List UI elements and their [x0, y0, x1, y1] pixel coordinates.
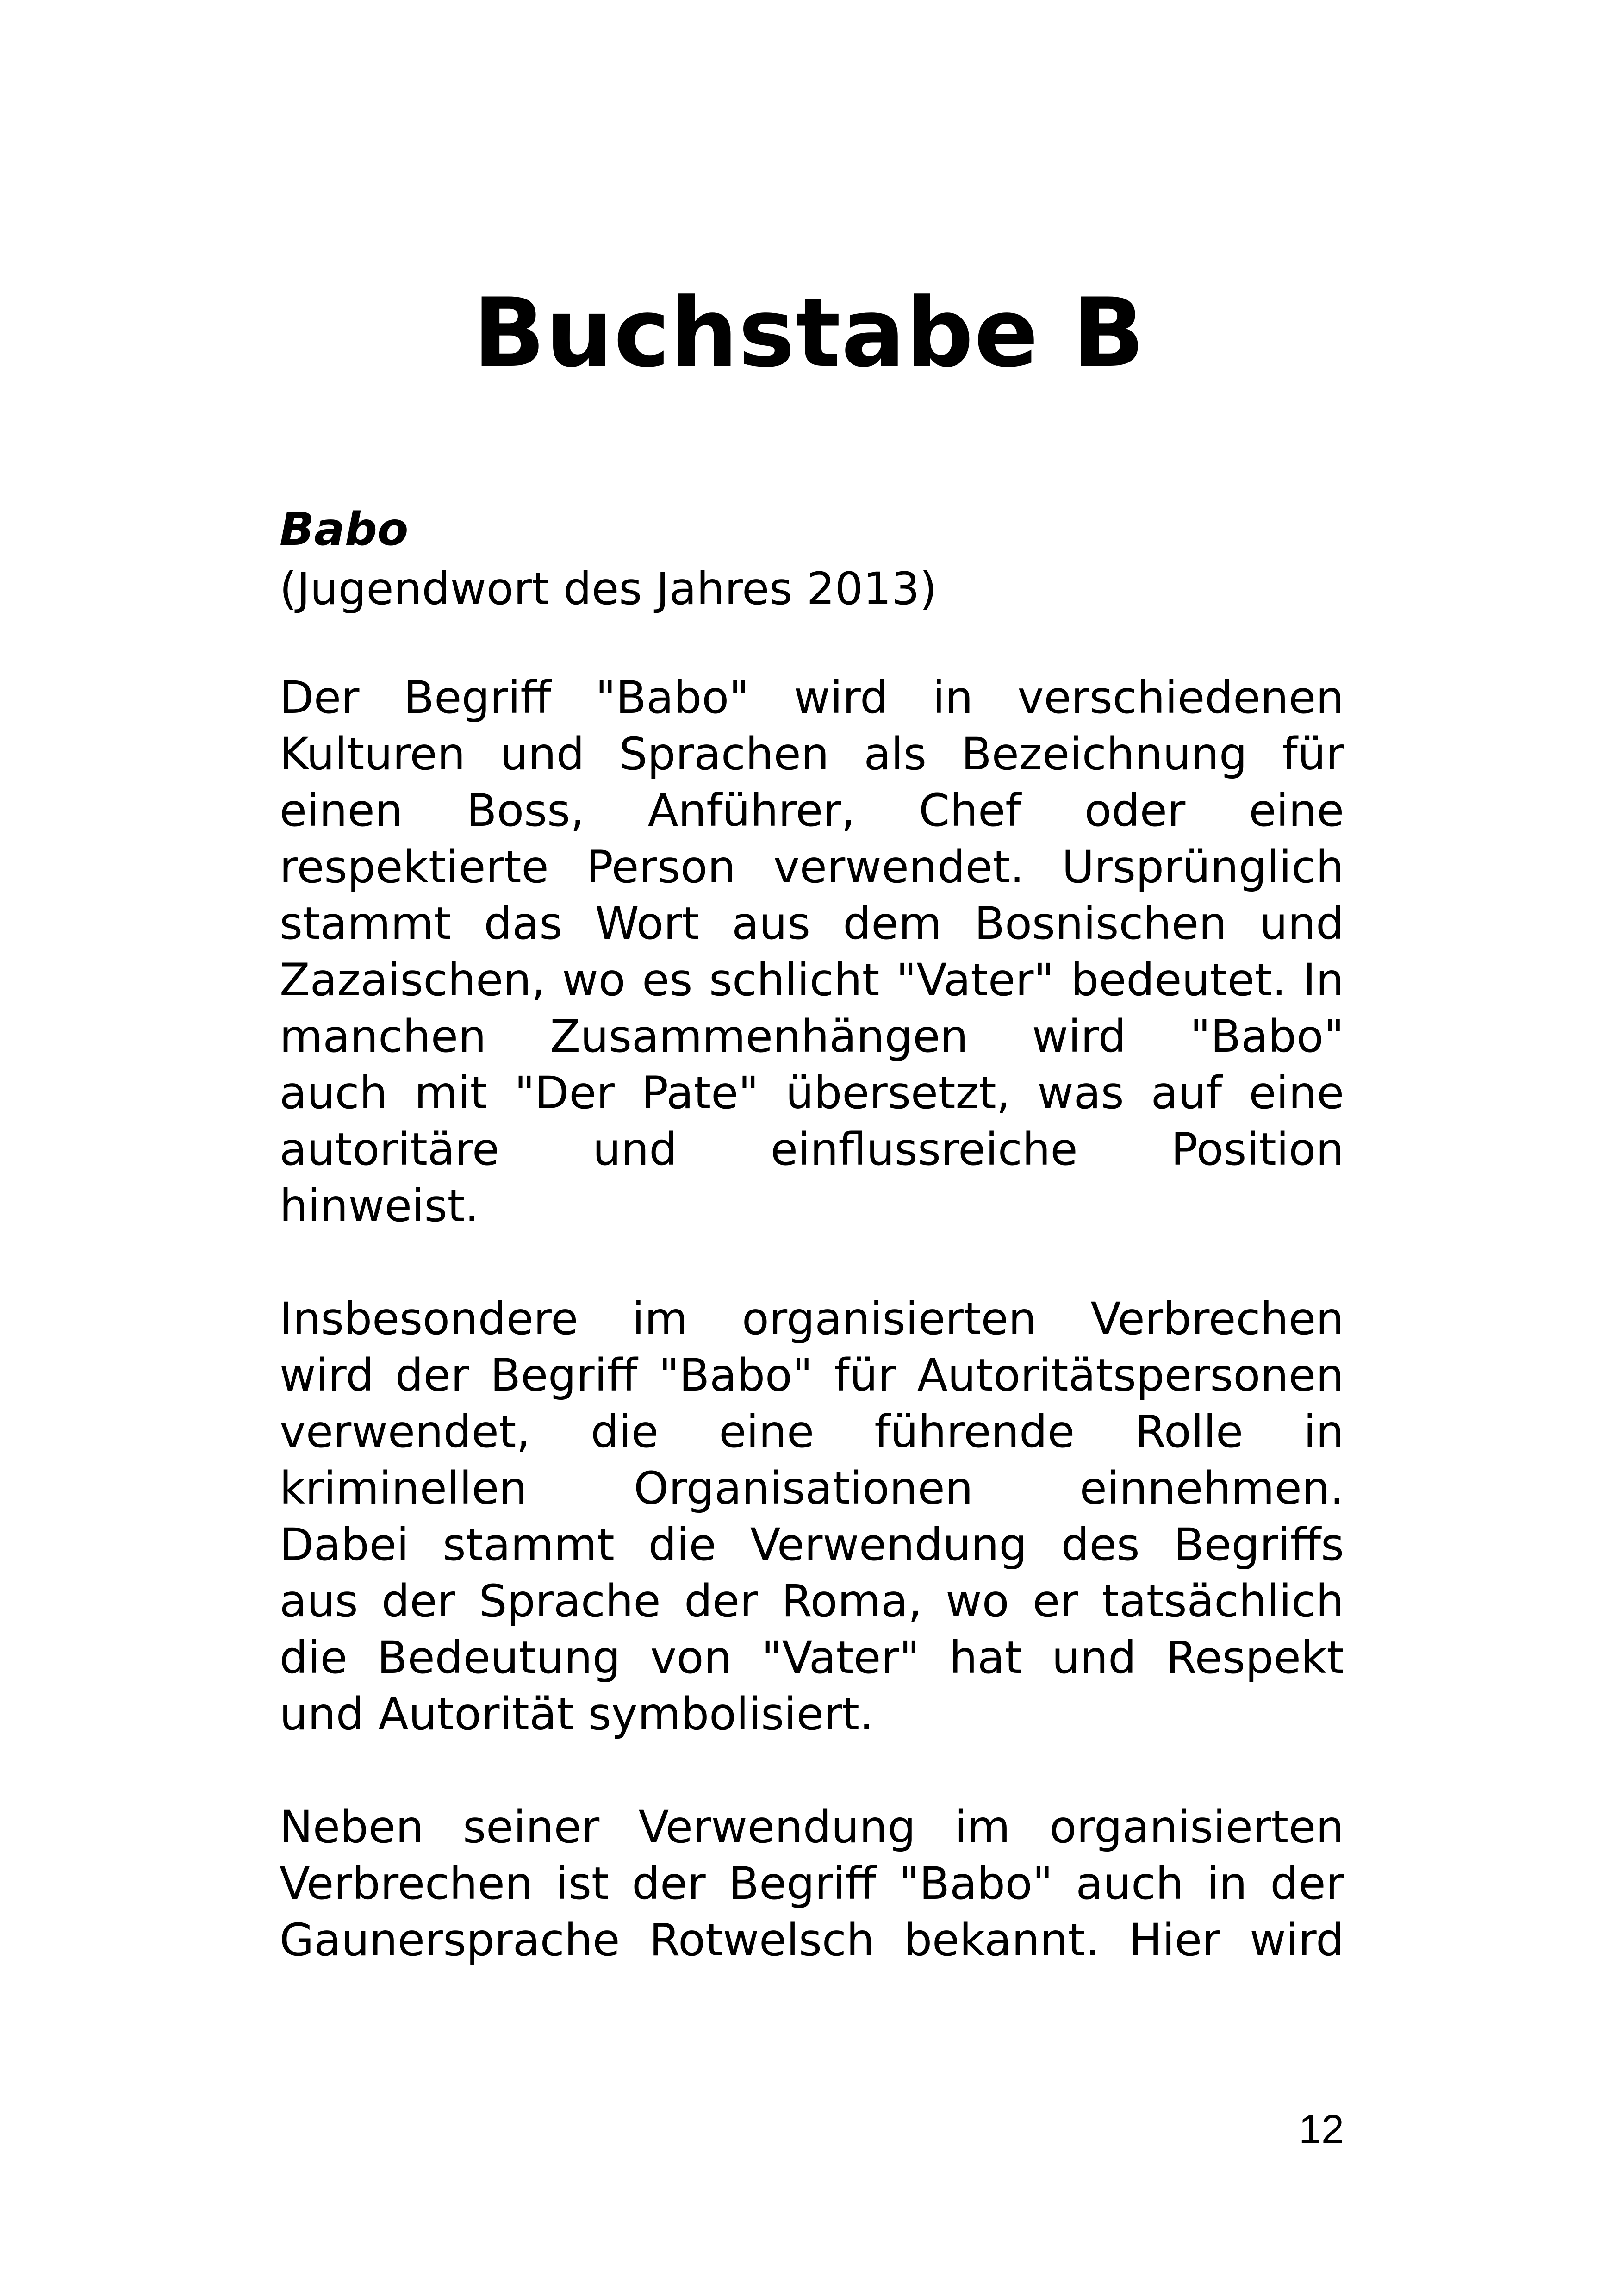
paragraph-line: verwendet, die eine führende Rolle in: [280, 1406, 1344, 1458]
paragraph-line: Kulturen und Sprachen als Bezeichnung für: [280, 728, 1344, 780]
paragraph-line: aus der Sprache der Roma, wo er tatsächlich: [280, 1575, 1344, 1627]
paragraph-line: auch mit "Der Pate" übersetzt, was auf eine: [280, 1067, 1344, 1119]
paragraph-line: Neben seiner Verwendung im organisierten: [280, 1801, 1344, 1853]
paragraph-2: [280, 1291, 1344, 1742]
paragraph-line: Zazaischen, wo es schlicht "Vater" bedeutet. In: [280, 954, 1344, 1006]
spacer: [280, 618, 1344, 669]
page-number: 12: [1299, 2106, 1344, 2152]
paragraph-line: Insbesondere im organisierten Verbrechen: [280, 1293, 1344, 1345]
entry-content: [280, 500, 1344, 1968]
paragraph-line: einen Boss, Anführer, Chef oder eine: [280, 785, 1344, 836]
paragraph-line: Gaunersprache Rotwelsch bekannt. Hier wird: [280, 1914, 1344, 1966]
paragraph-1: [280, 669, 1344, 1234]
entry-subtitle: (Jugendwort des Jahres 2013): [280, 563, 937, 615]
entry-term: Babo: [280, 503, 409, 556]
paragraph-line: respektierte Person verwendet. Ursprünglich: [280, 841, 1344, 893]
paragraph-line: die Bedeutung von "Vater" hat und Respekt: [280, 1632, 1344, 1684]
paragraph-line: kriminellen Organisationen einnehmen.: [280, 1462, 1344, 1514]
paragraph-line: autoritäre und einflussreiche Position: [280, 1123, 1344, 1175]
paragraph-line: hinweist.: [280, 1180, 479, 1232]
chapter-title: Buchstabe B: [473, 278, 1145, 388]
spacer: [280, 1234, 1344, 1291]
paragraph-line: manchen Zusammenhängen wird "Babo": [280, 1011, 1344, 1062]
paragraph-3: [280, 1799, 1344, 1968]
spacer: [280, 1742, 1344, 1799]
paragraph-line: und Autorität symbolisiert.: [280, 1688, 874, 1740]
paragraph-line: Der Begriff "Babo" wird in verschiedenen: [280, 672, 1344, 724]
paragraph-line: Dabei stammt die Verwendung des Begriffs: [280, 1519, 1344, 1571]
paragraph-line: stammt das Wort aus dem Bosnischen und: [280, 898, 1344, 949]
paragraph-line: wird der Begriff "Babo" für Autoritätspersonen: [280, 1349, 1344, 1401]
paragraph-line: Verbrechen ist der Begriff "Babo" auch in der: [280, 1858, 1344, 1909]
